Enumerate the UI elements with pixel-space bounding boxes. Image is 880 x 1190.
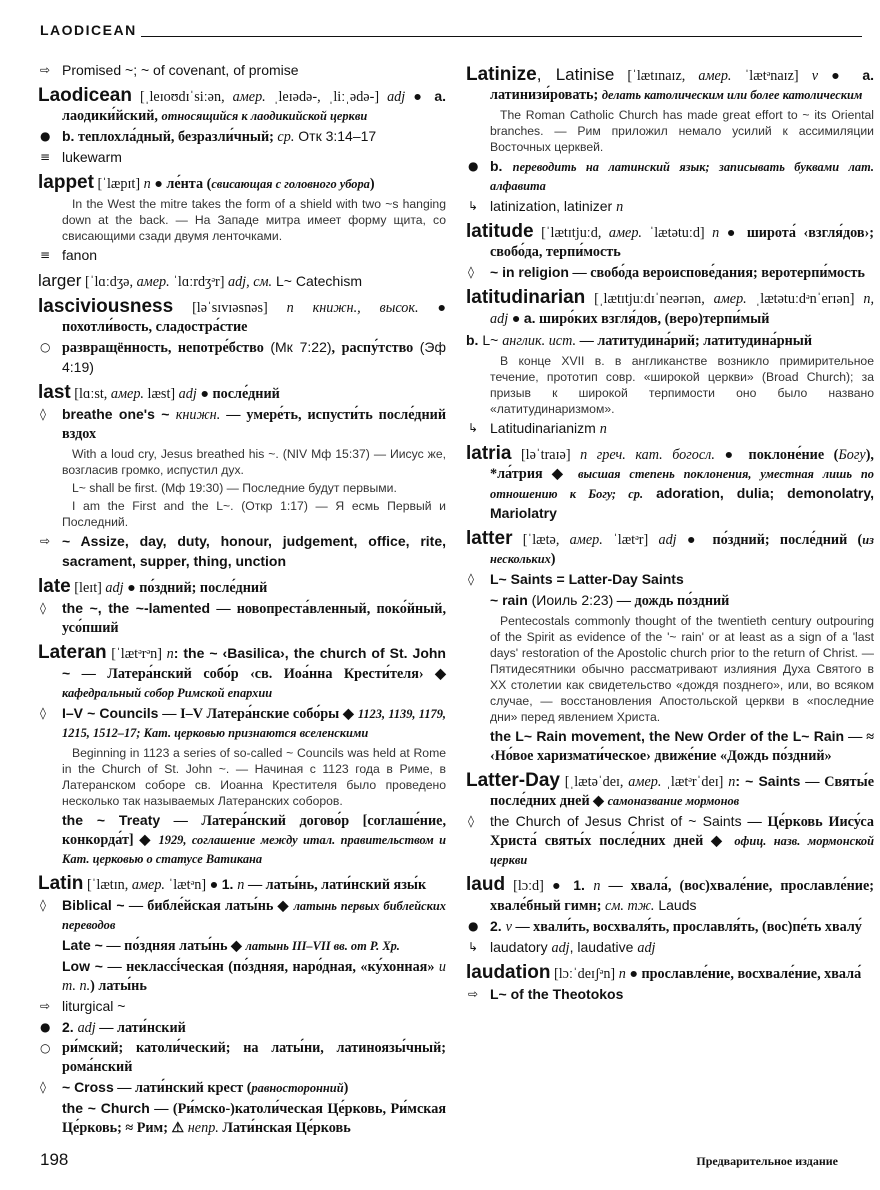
circle-icon: ○ — [40, 1041, 51, 1055]
grammar-label: n — [728, 774, 736, 790]
entry-sense — [466, 331, 874, 351]
usage-example — [480, 613, 874, 725]
translation: — лати́нский — [95, 1020, 186, 1036]
transcription: [ˈlætə, — [512, 532, 570, 548]
grammar-label: adj — [637, 940, 656, 956]
phrase: the ~, the ~-lamented — [62, 600, 211, 616]
entry-sense — [38, 405, 446, 444]
headword: latria — [466, 443, 512, 464]
phrase: ~ rain — [490, 592, 532, 608]
entry-sense — [38, 704, 446, 743]
headword: Latinize — [466, 64, 537, 85]
translation: ● после́дний — [196, 386, 280, 402]
translation: ● по́здний; после́дний ( — [676, 532, 863, 548]
example-text: В конце XVII в. в англиканстве возникло примирительное течение, прототип совр. «широкой церкви» (Broad Church); за призыв к широкой терпимости оно было названо «латитудинаризмом». — [490, 354, 874, 416]
usage-example — [480, 107, 874, 155]
phrase: ~ Cross — [62, 1079, 114, 1095]
page-footer — [38, 1138, 862, 1170]
example-text: Pentecostals commonly thought of the twentieth century outpouring of the Spirit as evidence of the '~ rain' or at least as a sign of a 'last days' restoration of the Apostolic church prior to the return of Christ. — Пятидесятники обычно рассматривают излияния Духа Святого в XX столетии как свидетельство «дождя позднего», или, во всяком случае, — восстановления Апостольской церкви в «последние дни» перед явлением Христа. — [490, 614, 874, 724]
entry-sense — [38, 896, 446, 935]
bullet-icon: ● — [40, 1020, 51, 1034]
header-title: LAODICEAN — [40, 22, 141, 38]
grammar-label: n — [143, 176, 151, 192]
left-column — [38, 60, 446, 1138]
grammar-label: Богу — [838, 447, 866, 463]
translation: — дождь по́здний — [613, 593, 730, 609]
entry-sense — [38, 936, 446, 956]
phrase: I–V ~ Councils — [62, 705, 159, 721]
phrase: 1. — [573, 877, 594, 893]
translation: ● — [818, 68, 863, 84]
cross-reference: adoration, dulia; demonolatry, Mariolatry — [490, 485, 874, 521]
dictionary-entry — [38, 297, 446, 337]
headword: Laodicean — [38, 85, 132, 106]
translation: — библе́йская латы́нь ◆ — [124, 898, 294, 914]
headword-light: larger — [38, 271, 82, 290]
headword: latter — [466, 528, 513, 549]
dictionary-entry — [466, 444, 874, 524]
headword: last — [38, 382, 71, 403]
reference-text: (Мк 7:22) — [270, 339, 332, 355]
headword: latitude — [466, 221, 534, 242]
grammar-label: n — [712, 225, 720, 241]
phrase: b. — [62, 128, 75, 144]
headword: lappet — [38, 172, 94, 193]
translation: ● — [551, 878, 574, 894]
grammar-label: adj, см. — [227, 274, 273, 290]
translation: — по́здняя латы́нь ◆ — [102, 938, 246, 954]
reference-text: latinization, latinizer — [490, 198, 617, 214]
transcription: ˈlætᵊr] — [602, 532, 659, 548]
note: 1929, соглашение между итал. правительством и Кат. церковью о статусе Ватикана — [62, 833, 446, 866]
diamond-icon: ◊ — [40, 407, 46, 421]
translation: — новопреста́вленный, поко́йный, усо́пший — [62, 601, 446, 636]
dictionary-entry — [38, 173, 446, 194]
translation: лаодики́йский, — [62, 108, 162, 124]
note: самоназвание мормонов — [607, 794, 740, 808]
entry-sense — [38, 1099, 446, 1138]
translation: — Святы́е после́дних дней ◆ — [490, 774, 875, 809]
phrase: the ~ Church — [62, 1100, 150, 1116]
arrow-icon: ⇨ — [40, 534, 51, 548]
transcription: [ˌlætəˈdeɪ, — [559, 774, 629, 790]
entry-sense — [466, 263, 874, 283]
headword: late — [38, 576, 71, 597]
phrase: 2. — [62, 1019, 78, 1035]
translation: широ́ких взгля́дов, (веро)терпи́мый — [535, 311, 770, 327]
reference-text: Promised ~; ~ of covenant, of promise — [62, 62, 299, 78]
reference-text: lukewarm — [62, 149, 122, 165]
translation: Лати́нская Це́рковь — [218, 1120, 351, 1136]
grammar-label: v — [505, 919, 512, 935]
grammar-label: n — [616, 199, 624, 215]
note: 1123, 1139, 1179, 1215, 1512–17; Кат. церковью признаются вселенскими — [62, 707, 447, 740]
translation: — латитудина́рий; латитудина́рный — [576, 333, 813, 349]
headword: lasciviousness — [38, 296, 174, 317]
entry-sense — [466, 591, 874, 611]
grammar-label: амер. — [110, 386, 144, 402]
dictionary-entry — [38, 86, 446, 126]
note: кафедральный собор Римской епархии — [62, 686, 273, 700]
translation: ) — [550, 551, 556, 567]
usage-example — [52, 480, 446, 496]
phrase: b. — [490, 158, 513, 174]
phrase: a. — [434, 88, 446, 104]
phrase: ~ Assize, day, duty, honour, judgement, office, rite, sacrament, supper, thing, unction — [62, 533, 446, 569]
usage-example — [480, 353, 874, 417]
dictionary-entry — [38, 643, 446, 703]
note: переводить на латинский язык; записывать буквами лат. алфавита — [490, 160, 874, 193]
diamond-icon: ◊ — [40, 601, 46, 615]
grammar-label: см. тж. — [605, 898, 655, 914]
phrase: a. — [523, 310, 536, 326]
transcription: [ˈlætᵊrᵊn] — [106, 646, 167, 662]
note: высшая степень поклонения, уместная лишь по отношению к Богу; ср. — [490, 467, 874, 501]
example-text: L~ shall be first. (Мф 19:30) — Последние будут первыми. — [72, 481, 397, 495]
transcription: ˌleɪədə-, ˌliːˌədə-] — [265, 89, 388, 105]
entry-sense — [38, 246, 446, 266]
translation: ● по́здний; после́дний — [123, 580, 268, 596]
entry-sense — [466, 157, 874, 196]
bullet-icon: ● — [468, 159, 479, 173]
translation: ● поклоне́ние ( — [714, 447, 839, 463]
example-text: I am the First and the L~. (Откр 1:17) — Я есмь Первый и Последний. — [62, 499, 446, 529]
translation: — (Ри́мско-)католи́ческая Це́рковь, Ри́мская Це́рковь; ≈ Рим; ⚠ — [62, 1101, 446, 1136]
grammar-label: и т. п. — [62, 959, 447, 994]
entry-sense — [38, 599, 446, 638]
note: относящийся к лаодикийской церкви — [161, 109, 368, 123]
translation: ) латы́нь — [90, 978, 147, 994]
diamond-icon: ◊ — [40, 898, 46, 912]
headword: laud — [466, 874, 506, 895]
headword: latitudinarian — [466, 287, 586, 308]
translation: — хвали́ть, восхваля́ть, прославля́ть, (вос)пе́ть хвалу́ — [511, 919, 862, 935]
grammar-label: adj — [658, 532, 677, 548]
translation: — Латера́нский догово́р [соглаше́ние, конкорда́т] ◆ — [62, 813, 446, 848]
phrase: 2. — [490, 918, 506, 934]
grammar-label: ср. — [277, 129, 295, 145]
example-text: In the West the mitre takes the form of a shield with two ~s hanging down at the back. — На Западе митра имеет форму щита, со свисающими сзади двумя ленточками. — [62, 197, 446, 243]
entry-sense — [38, 811, 446, 869]
entry-sense — [38, 338, 446, 378]
right-column — [466, 60, 874, 1005]
transcription: [ˈlætɪtjuːd, — [533, 225, 609, 241]
entry-sense — [466, 938, 874, 958]
usage-example — [52, 498, 446, 530]
translation: ● — [508, 311, 524, 327]
translation: ● прославле́ние, восхвале́ние, хвала́ — [625, 966, 862, 982]
note: латынь первых библейских переводов — [62, 899, 446, 932]
phrase: : the ~ ‹Basilica›, the church of St. John ~ — [62, 645, 446, 681]
translation: развращённость, непотре́бство — [62, 340, 271, 356]
reference-text: (Иоиль 2:23) — [531, 592, 614, 608]
reference-text: L~ — [482, 332, 503, 348]
running-header — [40, 22, 862, 42]
phrase: : ~ Saints — [735, 773, 801, 789]
entry-sense — [466, 985, 874, 1005]
translation: — хвала́, (вос)хвале́ние, прославле́ние; хвале́бный гимн; — [490, 878, 874, 914]
transcription: [leɪt] — [70, 580, 106, 596]
dictionary-entry — [466, 771, 874, 811]
grammar-label: n — [593, 878, 601, 894]
grammar-label: амер. — [232, 89, 266, 105]
grammar-label: n — [166, 646, 174, 662]
transcription: [lɑːst, — [70, 386, 111, 402]
entry-sense — [466, 812, 874, 870]
headword: Latter-Day — [466, 770, 560, 791]
equivalent-icon: ≡ — [40, 150, 51, 164]
equivalent-icon: ≡ — [40, 248, 51, 262]
diamond-icon: ◊ — [468, 265, 474, 279]
dictionary-entry — [38, 577, 446, 598]
grammar-label: adj — [77, 1020, 96, 1036]
phrase: breathe one's ~ — [62, 406, 176, 422]
entry-sense — [38, 1078, 446, 1098]
phrase: a. — [862, 67, 874, 83]
headword: Lateran — [38, 642, 107, 663]
headword: laudation — [466, 962, 551, 983]
reference-text: fanon — [62, 247, 98, 263]
circle-icon: ○ — [40, 340, 51, 354]
grammar-label: n — [599, 421, 607, 437]
example-text: Beginning in 1123 a series of so-called ~ Councils was held at Rome in the Church of St. John ~. — Начиная с 1123 года в Риме, в Латеранском соборе св. Иоанна Крестителя было проведено несколько так называемых Латеранских соборов. — [62, 746, 446, 808]
entry-sense — [38, 1039, 446, 1077]
dictionary-entry — [38, 271, 446, 292]
note: из нескольких — [490, 533, 874, 566]
reference-text: Lauds — [654, 897, 697, 913]
derivative-arrow-icon: ↳ — [468, 421, 479, 435]
grammar-label: амер. — [713, 291, 747, 307]
translation: — Латера́нский собо́р ‹св. Иоа́нна Крести́теля› ◆ — [70, 666, 446, 682]
grammar-label: непр. — [187, 1120, 219, 1136]
transcription: [ləˈsɪvɪəsnəs] — [173, 300, 287, 316]
entry-sense — [466, 419, 874, 439]
translation: ) — [343, 1080, 349, 1096]
reference-text: (Эф 4:19) — [62, 339, 447, 375]
translation: ● — [209, 877, 222, 893]
entry-sense — [38, 1018, 446, 1038]
translation: — неклассі́ческая (по́здняя, наро́дная, «ку́хонная» — [102, 959, 439, 975]
dictionary-entry — [38, 383, 446, 404]
translation: — ≈ ‹Но́вое харизмати́ческое› движе́ние «Дождь по́здний» — [490, 729, 875, 764]
edition-note: Предварительное издание — [696, 1154, 838, 1168]
grammar-label: амер. — [569, 532, 603, 548]
transcription: [lɔːd] — [505, 878, 552, 894]
grammar-label: v — [811, 68, 819, 84]
note: латынь III–VII вв. от Р. Хр. — [245, 939, 400, 953]
grammar-label: амер. — [698, 68, 732, 84]
headword: Latin — [38, 873, 84, 894]
phrase: Biblical ~ — [62, 897, 125, 913]
dictionary-entry — [466, 963, 874, 984]
grammar-label: adj — [105, 580, 124, 596]
translation: ) — [369, 176, 375, 192]
entry-sense — [466, 727, 874, 766]
arrow-icon: ⇨ — [40, 63, 51, 77]
dictionary-entry — [466, 875, 874, 916]
dictionary-entry — [466, 529, 874, 569]
diamond-icon: ◊ — [468, 814, 474, 828]
dictionary-entry — [466, 222, 874, 262]
translation: — свобо́да вероиспове́дания; веротерпи́мость — [568, 265, 865, 281]
transcription: ˌlætᵊrˈdeɪ] — [661, 774, 729, 790]
arrow-icon: ⇨ — [40, 999, 51, 1013]
reference-text: Latitudinarianizm — [490, 420, 600, 436]
translation: , распу́тство — [331, 340, 420, 356]
phrase: 1. — [221, 876, 238, 892]
translation: ● похотли́вость, сладостра́стие — [62, 300, 446, 335]
reference-text: the Church of Jesus Christ of ~ Saints — [490, 813, 742, 829]
phrase: Low ~ — [62, 958, 103, 974]
reference-text: liturgical ~ — [62, 998, 126, 1014]
transcription: [ˈlætɪn, — [83, 877, 132, 893]
diamond-icon: ◊ — [40, 1080, 46, 1094]
transcription: læst] — [143, 386, 179, 402]
phrase: b. — [466, 332, 483, 348]
dictionary-entry — [466, 288, 874, 329]
phrase: the L~ Rain movement, the New Order of the L~ Rain — [490, 728, 845, 744]
grammar-label: n, adj — [490, 291, 874, 327]
grammar-label: англик. ист. — [502, 333, 577, 349]
translation: ● ле́нта ( — [150, 176, 212, 192]
transcription: [ˈlæpɪt] — [93, 176, 144, 192]
transcription: ˈlætətuːd] — [641, 225, 713, 241]
transcription: [ˈlɑːdʒə, — [81, 274, 137, 290]
grammar-label: n греч. кат. богосл. — [580, 447, 715, 463]
columns — [38, 60, 875, 1138]
reference-text: laudatory — [490, 939, 552, 955]
note: свисающая с головного убора — [211, 177, 370, 191]
grammar-label: adj — [387, 89, 406, 105]
derivative-arrow-icon: ↳ — [468, 940, 479, 954]
transcription: ˌlætətuːdᵊnˈerɪən] — [746, 291, 864, 307]
reference-text: L~ Catechism — [272, 273, 362, 289]
entry-sense — [38, 148, 446, 168]
transcription: [ləˈtraɪə] — [511, 447, 581, 463]
entry-sense — [38, 997, 446, 1017]
reference-text: Отк 3:14–17 — [294, 128, 377, 144]
note: офиц. назв. мормонской церкви — [490, 834, 874, 867]
translation: — лати́нский крест ( — [113, 1080, 252, 1096]
translation: — Це́рковь Иису́са Христа́ святы́х после́дних дней ◆ — [490, 814, 874, 849]
grammar-label: амер. — [131, 877, 165, 893]
grammar-label: книжн. — [175, 407, 221, 423]
entry-sense — [38, 61, 446, 81]
translation: ● широта́ ‹взгля́дов›; свобо́да, терпи́мость — [490, 225, 874, 260]
header-rule — [40, 36, 862, 37]
grammar-label: амер. — [136, 274, 170, 290]
bullet-icon: ● — [40, 129, 51, 143]
phrase: ~ in religion — [490, 264, 569, 280]
headword-light: , Latinise — [536, 65, 615, 84]
example-text: The Roman Catholic Church has made great effort to ~ its Oriental branches. — Рим приложил немало усилий к ассимиляции Восточных церквей. — [490, 108, 874, 154]
translation: латинизи́ровать; — [490, 87, 602, 103]
grammar-label: adj — [178, 386, 197, 402]
translation: — I–V Латера́нские собо́ры ◆ — [158, 706, 358, 722]
phrase: L~ of the Theotokos — [490, 986, 624, 1002]
diamond-icon: ◊ — [468, 572, 474, 586]
grammar-label: n — [618, 966, 626, 982]
phrase: the ~ Treaty — [62, 812, 161, 828]
dictionary-entry — [38, 874, 446, 895]
grammar-label: амер. — [608, 225, 642, 241]
note: делать католическим или более католическим — [601, 88, 863, 102]
translation: теплохла́дный, безразли́чный; — [74, 129, 278, 145]
entry-sense — [38, 127, 446, 147]
usage-example — [52, 446, 446, 478]
entry-sense — [38, 957, 446, 996]
note: равносторонний — [251, 1081, 344, 1095]
bullet-icon: ● — [468, 919, 479, 933]
grammar-label: n книжн., высок. — [286, 300, 419, 316]
transcription: ˈlætᵊn] — [164, 877, 210, 893]
phrase: L~ Saints = Latter-Day Saints — [490, 571, 684, 587]
example-text: With a loud cry, Jesus breathed his ~. (NIV Мф 15:37) — Иисус же, возгласив громко, испустил дух. — [62, 447, 446, 477]
transcription: [lɔːˈdeɪʃᵊn] — [550, 966, 619, 982]
transcription: ˈlɑːrdʒᵊr] — [169, 274, 228, 290]
transcription: [ˈlætɪnaɪz, — [614, 68, 699, 84]
grammar-label: adj — [551, 940, 570, 956]
entry-sense — [466, 917, 874, 937]
arrow-icon: ⇨ — [468, 987, 479, 1001]
usage-example — [52, 196, 446, 244]
grammar-label: n — [237, 877, 245, 893]
transcription: [ˌleɪoʊdɪˈsiːən, — [131, 89, 233, 105]
dictionary-entry — [466, 65, 874, 105]
page-number: 198 — [40, 1150, 69, 1169]
derivative-arrow-icon: ↳ — [468, 199, 479, 213]
transcription: ˈlætᵊnaɪz] — [731, 68, 812, 84]
translation: — латы́нь, лати́нский язы́к — [244, 877, 427, 893]
grammar-label: амер. — [628, 774, 662, 790]
entry-sense — [38, 532, 446, 572]
entry-sense — [466, 197, 874, 217]
translation: — умере́ть, испусти́ть после́дний вздох — [62, 407, 447, 442]
translation: ), *ла́трия ◆ — [490, 447, 874, 482]
transcription: [ˌlætɪtjuːdɪˈneərɪən, — [585, 291, 714, 307]
translation: ри́мский; католи́ческий; на латы́ни, латиноязы́чный; рома́нский — [62, 1040, 446, 1075]
reference-text: , laudative — [569, 939, 638, 955]
entry-sense — [466, 570, 874, 590]
usage-example — [52, 745, 446, 809]
phrase: Late ~ — [62, 937, 103, 953]
diamond-icon: ◊ — [40, 706, 46, 720]
translation: ● — [405, 89, 435, 105]
